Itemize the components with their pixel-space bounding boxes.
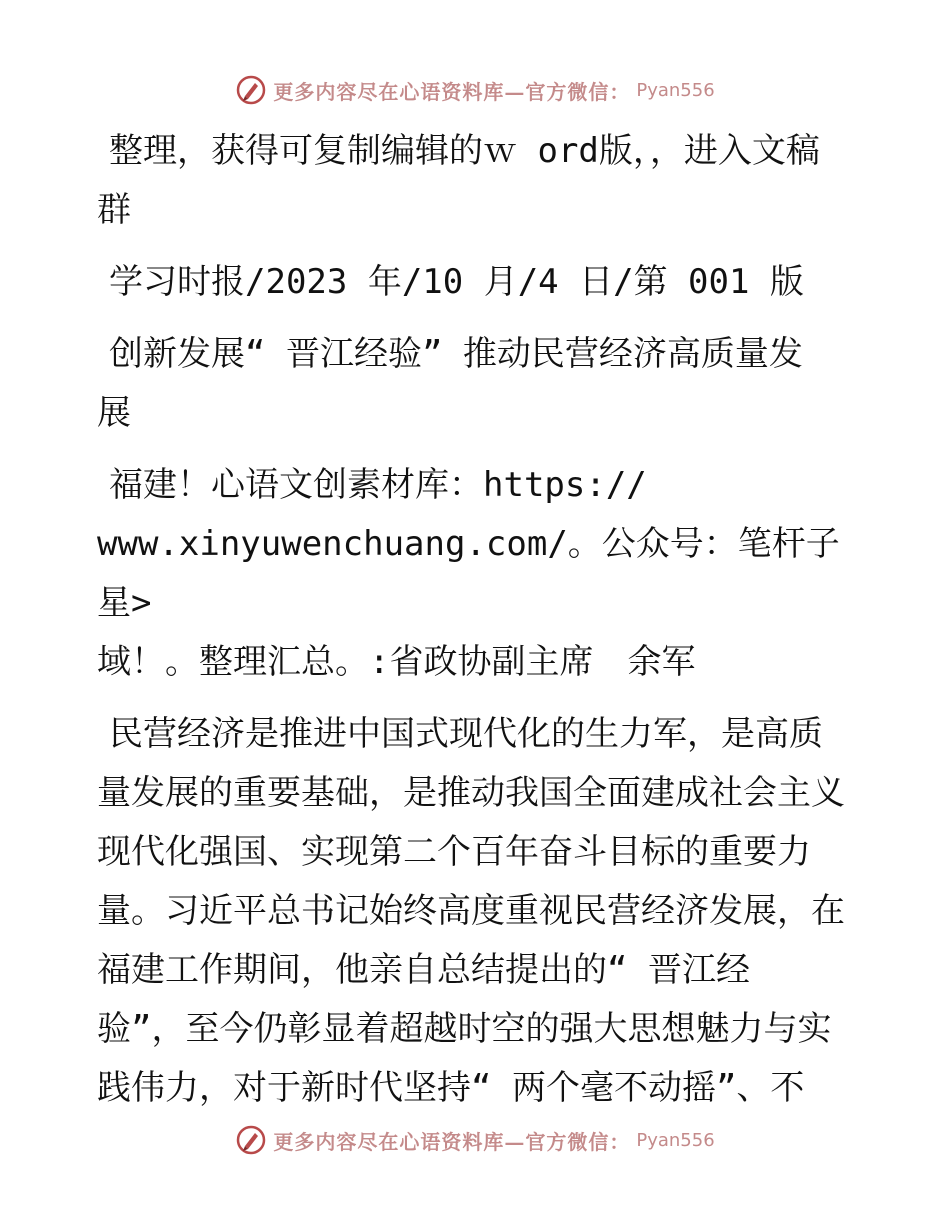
body-line: 现代化强国、实现第二个百年奋斗目标的重要力 [97,832,811,872]
meta-line: 域！。整理汇总。:省政协副主席 余军 [97,642,696,682]
meta-line: www.xinyuwenchuang.com/。公众号：笔杆子星> [97,524,840,623]
title-paragraph [97,325,857,443]
meta-paragraph [97,456,857,692]
banner-text: 更多内容尽在心语资料库—官方微信： [273,1129,631,1154]
header-banner [0,70,950,110]
body-line: 民营经济是推进中国式现代化的生力军，是高质 [109,714,823,754]
banner-wechat-id: Pyan556 [636,1129,715,1151]
body-line: 福建工作期间，他亲自总结提出的“ 晋江经 [97,950,750,990]
meta-line: 福建！心语文创素材库：https:// [109,465,647,505]
body-line: 践伟力，对于新时代坚持“ 两个毫不动摇”、不 [97,1068,805,1108]
intro-line: 群 [97,190,131,230]
body-paragraph [97,705,857,1118]
banner-wechat-id: Pyan556 [636,79,715,101]
intro-paragraph [97,122,857,240]
article-title-line: 展 [97,393,131,433]
body-line: 验”，至今仍彰显着超越时空的强大思想魅力与实 [97,1009,832,1049]
footer-banner [0,1120,950,1160]
banner-text: 更多内容尽在心语资料库—官方微信： [273,79,631,104]
pen-circle-logo-icon [235,74,267,106]
document-body [97,122,857,1131]
source-line: 学习时报/2023 年/10 月/4 日/第 001 版 [109,262,804,302]
article-title-line: 创新发展“ 晋江经验” 推动民营经济高质量发 [109,334,803,374]
source-paragraph [97,253,857,312]
body-line: 量发展的重要基础，是推动我国全面建成社会主义 [97,773,845,813]
intro-line: 整理，获得可复制编辑的ｗ ord版，，进入文稿 [109,131,820,171]
body-line: 量。习近平总书记始终高度重视民营经济发展，在 [97,891,845,931]
pen-circle-logo-icon [235,1124,267,1156]
